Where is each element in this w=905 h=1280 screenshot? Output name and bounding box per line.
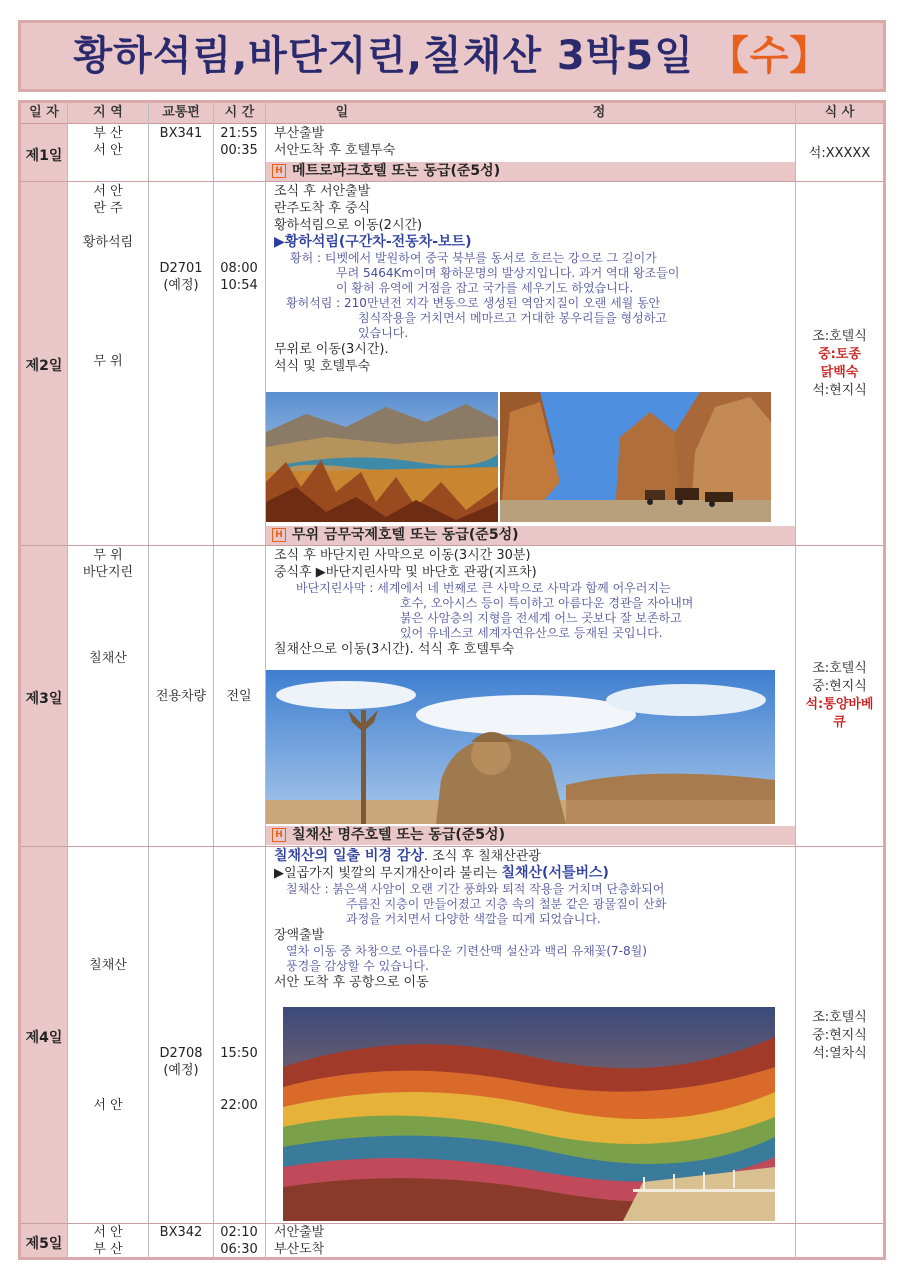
schedule: 부산출발 서안도착 후 호텔투숙 xyxy=(274,126,396,158)
header-meal: 식 사 xyxy=(796,103,883,124)
hotel-row: H 칠채산 명주호텔 또는 동급(준5성) xyxy=(266,826,795,845)
region: 무 위 바단지린 칠채산 xyxy=(82,548,134,666)
day-label: 제3일 xyxy=(25,691,63,707)
transport: D2708 (예정) xyxy=(159,1046,203,1078)
transport: D2701 (예정) xyxy=(159,261,203,293)
meal: 조:호텔식 중:토종 닭백숙 석:현지식 xyxy=(812,329,867,398)
time: 21:55 00:35 xyxy=(220,126,258,158)
day-label: 제5일 xyxy=(25,1236,63,1252)
header-time: 시 간 xyxy=(214,103,265,124)
transport: BX341 xyxy=(159,126,203,141)
page-title: 황하석림,바단지린,칠채산 3박5일 【수】 xyxy=(73,33,831,79)
schedule: 조식 후 서안출발 란주도착 후 중식 황하석림으로 이동(2시간) ▶황하석림(구간차-전동차-보트) 황허 : 티벳에서 발원하여 중국 북부를 동서로 흐르는 강으로 그 길이가 무려 5464Km이며 황하문명의 발상지입니다. 과거 역대 왕조들이 이 황허 유역에 거점을 잡고 국가를 세우기도 하였습니다. 황허석림 : 210만년전 지각 변동으로 생성된 역암지질이 오랜 세월 동안 침식작용을 거치면서 메마르고 거대한 봉우리들을 형성하고 있습니다. 무위로 이동(3시간). 석식 및 호텔투숙 xyxy=(274,184,680,374)
region: 서 안 xyxy=(93,1098,123,1113)
yellow-river-stone-forest-photo xyxy=(266,392,498,522)
time: 08:00 10:54 xyxy=(220,261,258,293)
region: 서 안 부 산 xyxy=(93,1225,123,1257)
hotel-row: H 무위 금무국제호텔 또는 동급(준5성) xyxy=(266,526,795,545)
header-transport: 교통편 xyxy=(149,103,213,124)
meal: 조:호텔식 중:현지식 석:통양바베 큐 xyxy=(805,661,874,730)
header-region: 지 역 xyxy=(68,103,148,124)
region: 부 산 서 안 xyxy=(93,126,123,158)
meal: 석:XXXXX xyxy=(808,146,871,161)
hotel-row: H 메트로파크호텔 또는 동급(준5성) xyxy=(266,162,795,181)
hotel-icon: H xyxy=(272,164,286,178)
schedule: 서안출발 부산도착 xyxy=(274,1225,325,1257)
transport: BX342 xyxy=(159,1225,203,1240)
day-label: 제1일 xyxy=(25,148,63,164)
transport: 전용차량 xyxy=(155,689,207,704)
time: 02:10 06:30 xyxy=(220,1225,258,1257)
day-label: 제4일 xyxy=(25,1030,63,1046)
schedule: 조식 후 바단지린 사막으로 이동(3시간 30분) 중식후 ▶바단지린사막 및 바단호 관광(지프차) 바단지린사막 : 세계에서 네 번째로 큰 사막으로 사막과 함께 어우러지는 호수, 오아시스 등이 특이하고 아름다운 경관을 자아내며 붉은 사암층의 지형을 전세계 어느 곳보다 잘 보존하고 있어 유네스코 세계자연유산으로 등재된 곳입니다. 칠채산으로 이동(3시간). 석식 후 호텔투숙 xyxy=(274,548,694,657)
day-label: 제2일 xyxy=(25,358,63,374)
time: 22:00 xyxy=(220,1098,258,1113)
meal: 조:호텔식 중:현지식 석:열차식 xyxy=(812,1010,867,1061)
time: 전일 xyxy=(226,689,252,704)
region: 칠채산 xyxy=(89,958,127,973)
header-day: 일 자 xyxy=(21,103,67,124)
schedule: 칠채산의 일출 비경 감상. 조식 후 칠채산관광 ▶일곱가지 빛깔의 무지개산이라 불리는 칠채산(서틀버스) 칠채산 : 붉은색 사암이 오랜 기간 풍화와 퇴적 작용을 거치며 단층화되어 주름진 지층이 만들어졌고 지층 속의 철분 같은 광물질이 산화 과정을 거치면서 다양한 색깔을 띠게 되었습니다. 장액출발 열차 이동 중 차창으로 아름다운 기련산맥 설산과 백리 유채꽃(7-8월) 풍경을 감상할 수 있습니다. 서안 도착 후 공항으로 이동 xyxy=(274,848,667,990)
region: 서 안 란 주 황하석림 무 위 xyxy=(82,184,134,369)
warrior-statue-photo xyxy=(266,670,775,824)
hotel-icon: H xyxy=(272,528,286,542)
hotel-icon: H xyxy=(272,828,286,842)
rainbow-mountains-photo xyxy=(283,1007,775,1221)
time: 15:50 xyxy=(220,1046,258,1061)
title-banner xyxy=(18,20,886,92)
header-schedule: 일 정 xyxy=(266,103,795,124)
canyon-cart-photo xyxy=(500,392,771,522)
